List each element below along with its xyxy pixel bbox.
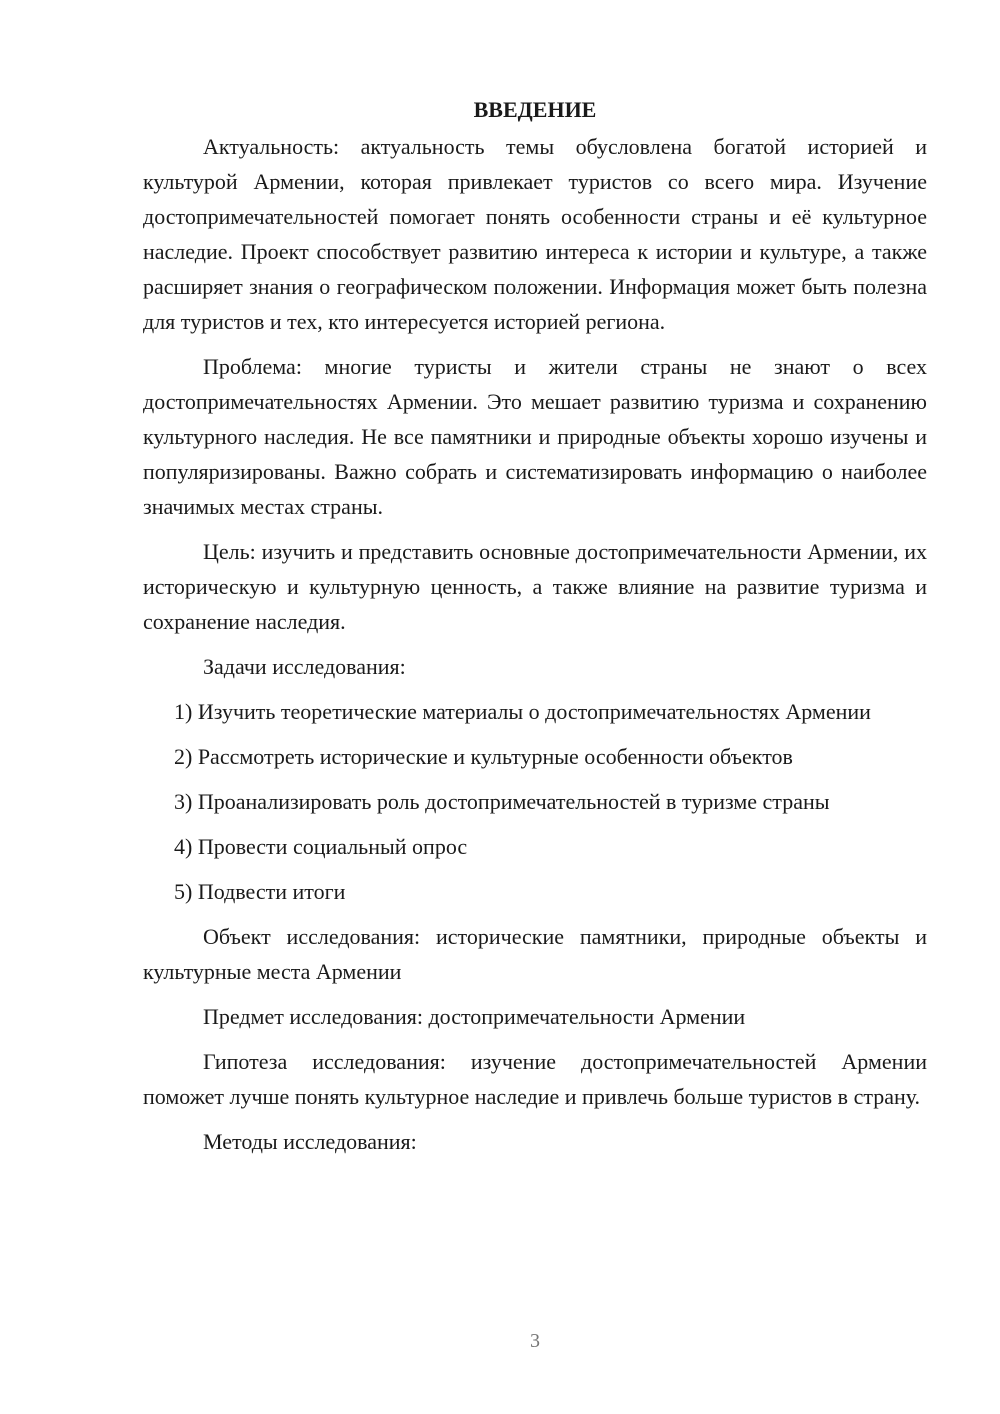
document-page <box>143 92 927 1169</box>
hypothesis-paragraph: Гипотеза исследования: изучение достопримечательностей Армении поможет лучше понять культурное наследие и привлечь больше туристов в страну. <box>143 1049 927 1109</box>
list-item: 2) Рассмотреть исторические и культурные особенности объектов <box>174 744 793 769</box>
methods-heading: Методы исследования: <box>203 1129 417 1154</box>
problem-paragraph: Проблема: многие туристы и жители страны не знают о всех достопримечательностях Армении. Это мешает развитию туризма и сохранению культурного наследия. Не все памятники и природные объекты хорошо изучены и популяризированы. Важно собрать и систематизировать информацию о наиболее значимых местах страны. <box>143 354 927 519</box>
list-item: 3) Проанализировать роль достопримечательностей в туризме страны <box>174 789 830 814</box>
list-item: 5) Подвести итоги <box>174 879 346 904</box>
tasks-list <box>143 694 927 909</box>
object-paragraph: Объект исследования: исторические памятники, природные объекты и культурные места Армении <box>143 924 927 984</box>
list-item: 4) Провести социальный опрос <box>174 834 468 859</box>
tasks-heading: Задачи исследования: <box>203 654 406 679</box>
page-number: 3 <box>530 1330 540 1352</box>
page-title: ВВЕДЕНИЕ <box>473 97 597 122</box>
list-item: 1) Изучить теоретические материалы о достопримечательностях Армении <box>174 699 871 724</box>
relevance-paragraph: Актуальность: актуальность темы обусловлена богатой историей и культурой Армении, которая привлекает туристов со всего мира. Изучение достопримечательностей помогает понять особенности страны и её культурное наследие. Проект способствует развитию интереса к истории и культуре, а также расширяет знания о географическом положении. Информация может быть полезна для туристов и тех, кто интересуется историей региона. <box>143 134 927 334</box>
subject-paragraph: Предмет исследования: достопримечательности Армении <box>203 1004 746 1029</box>
goal-paragraph: Цель: изучить и представить основные достопримечательности Армении, их историческую и культурную ценность, а также влияние на развитие туризма и сохранение наследия. <box>143 539 927 634</box>
